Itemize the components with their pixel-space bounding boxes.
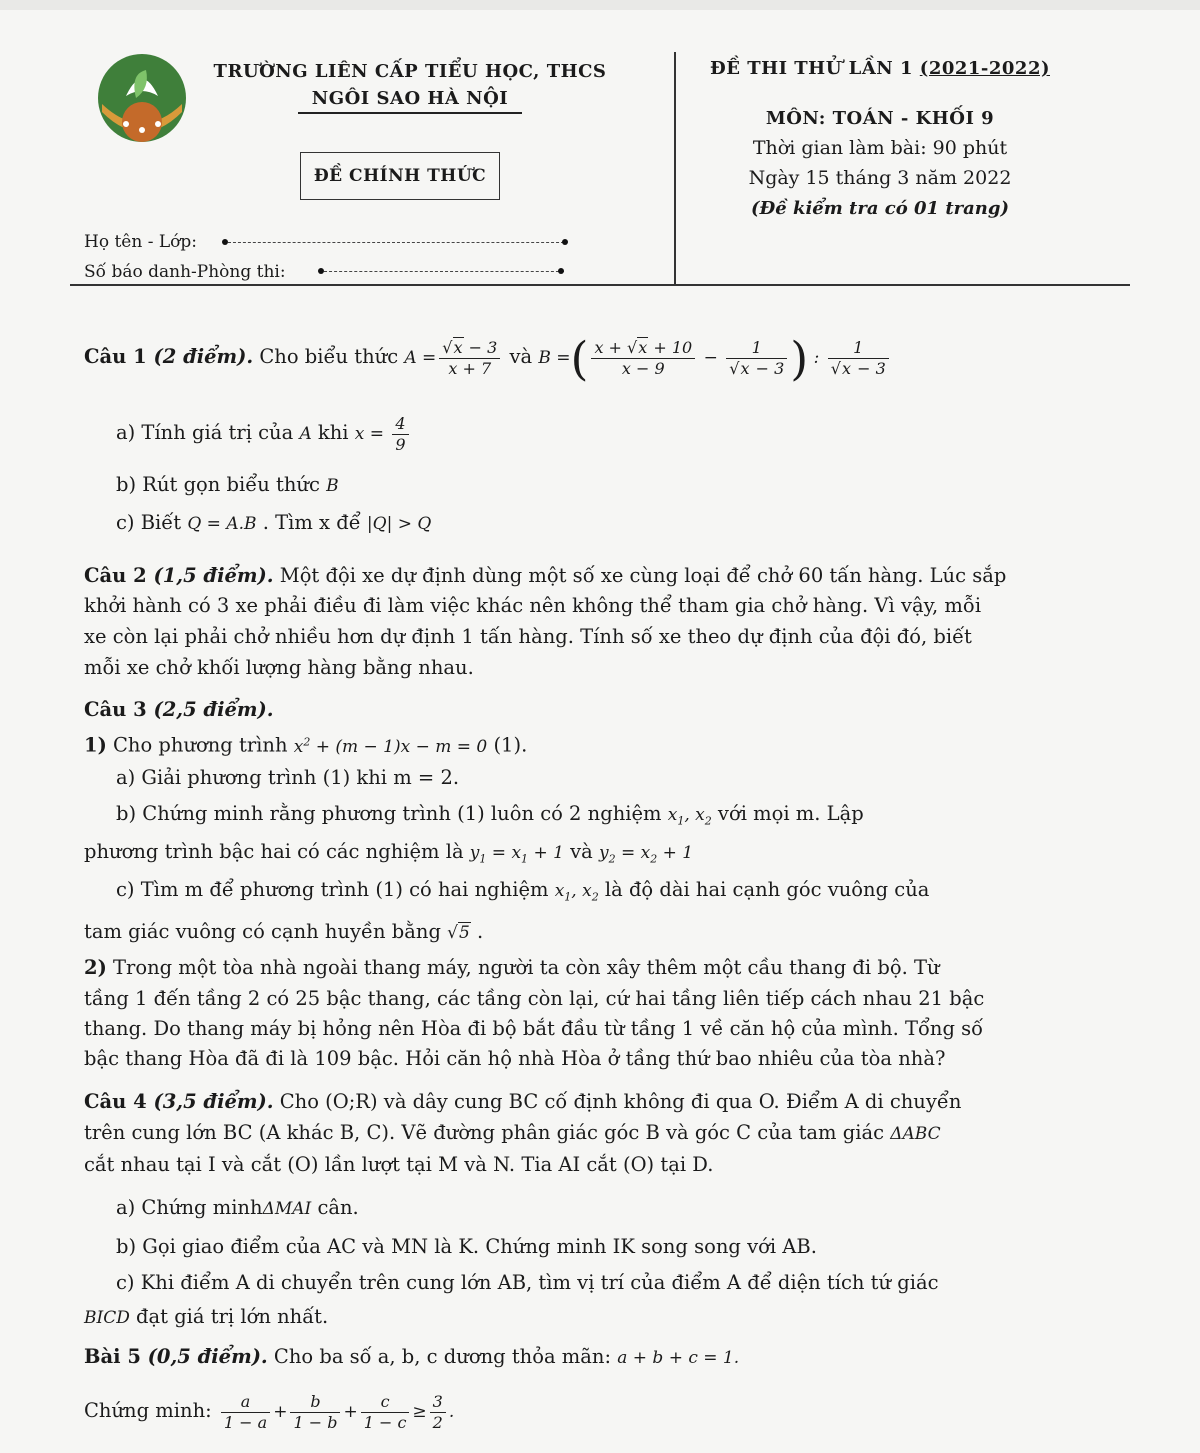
q1-intro: Cho biểu thức <box>253 345 405 368</box>
q5-line2 <box>84 1392 454 1433</box>
header-divider-horizontal <box>70 284 1130 286</box>
q3-c1-roots: $x_1$, $x_2$ <box>554 881 599 904</box>
q4-line2 <box>84 1118 941 1149</box>
q5-points: (0,5 điểm). <box>140 1345 268 1368</box>
q4-a-end: cân. <box>311 1196 359 1219</box>
school-logo-icon <box>96 52 188 144</box>
q4-part-b: b) Gọi giao điểm của AC và MN là K. Chứng minh IK song song với AB. <box>116 1235 817 1258</box>
q2-line1 <box>84 561 1006 591</box>
q4-part-c1: c) Khi điểm A di chuyển trên cung lớn AB, tìm vị trí của điểm A để diện tích tứ giác <box>116 1271 939 1294</box>
official-label-box <box>300 152 500 200</box>
q3-p2-line3: thang. Do thang máy bị hỏng nên Hòa đi bộ bắt đầu từ tầng 1 về căn hộ của mình. Tổng số <box>84 1017 984 1040</box>
q3-b2-text: phương trình bậc hai có các nghiệm là <box>84 840 470 863</box>
name-class-field[interactable] <box>228 232 564 243</box>
exam-note: (Đề kiểm tra có 01 trang) <box>751 198 1009 219</box>
q1-a-when: khi <box>311 421 355 444</box>
q3-part-b2 <box>84 837 693 874</box>
q3-b1-roots: $x_1$, $x_2$ <box>667 805 712 828</box>
q3-p1-eq-end: (1). <box>487 733 528 757</box>
q3-p2-text1: Trong một tòa nhà ngoài thang máy, người ta còn xây thêm một cầu thang đi bộ. Từ <box>106 956 940 979</box>
q1-c-eq: Q = A.B <box>187 514 257 534</box>
q1-points: (2 điểm). <box>146 345 254 368</box>
q4-line1 <box>84 1087 961 1117</box>
q1-a-var: A <box>299 424 312 444</box>
q1-part-a <box>116 414 412 455</box>
q1-expr-a: A = $\frac{√x - 3}{x + 7}$ <box>404 348 503 368</box>
q2-text1: Một đội xe dự định dùng một số xe cùng loại để chở 60 tấn hàng. Lúc sắp <box>273 564 1007 587</box>
q3-b2-y2: $y_2 = x_2 + 1$ <box>598 843 694 866</box>
q3-p1-line <box>84 727 527 762</box>
q3-c2-sqrt5: √5 <box>447 923 470 943</box>
q3-b1-end: với mọi m. Lập <box>711 802 864 825</box>
q4-line3: cắt nhau tại I và cắt (O) lần lượt tại M và N. Tia AI cắt (O) tại D. <box>84 1153 714 1176</box>
q3-c1-end: là độ dài hai cạnh góc vuông của <box>598 878 930 901</box>
q3-part-a: a) Giải phương trình (1) khi m = 2. <box>116 766 460 789</box>
q1-c-mid: . Tìm x để <box>256 511 367 534</box>
fill-dot <box>562 239 568 245</box>
q4-triangle-mai: ΔMAI <box>262 1199 312 1219</box>
q1-b-text: b) Rút gọn biểu thức <box>116 473 327 496</box>
fill-dot <box>558 268 564 274</box>
candidate-row <box>84 262 286 282</box>
candidate-label: Số báo danh-Phòng thi: <box>84 262 286 282</box>
q4-part-c2 <box>84 1302 328 1333</box>
q1-a-text: a) Tính giá trị của <box>116 421 300 444</box>
q3-p1-text: Cho phương trình <box>106 733 294 757</box>
name-class-row <box>84 232 197 252</box>
header-divider-vertical <box>674 52 676 284</box>
q3-part-b1 <box>116 799 864 836</box>
candidate-field[interactable] <box>324 261 564 272</box>
q4-text2: trên cung lớn BC (A khác B, C). Vẽ đường phân giác góc B và góc C của tam giác <box>84 1121 891 1144</box>
q2-line2: khởi hành có 3 xe phải điều đi làm việc khác nên không thể tham gia chở hàng. Vì vậy, mỗi <box>84 594 982 617</box>
q1-b-var: B <box>326 476 339 496</box>
exam-date: Ngày 15 tháng 3 năm 2022 <box>748 167 1012 189</box>
q3-b2-y1: $y_1 = x_1 + 1$ <box>469 843 564 866</box>
q5-line1 <box>84 1342 739 1373</box>
q2-points: (1,5 điểm). <box>146 564 274 587</box>
q4-text1: Cho (O;R) và dây cung BC cố định không đi qua O. Điểm A di chuyển <box>273 1090 962 1113</box>
q2-head: Câu 2 <box>84 564 147 587</box>
q5-condition: a + b + c = 1. <box>617 1348 740 1368</box>
q1-part-c <box>116 508 431 539</box>
official-label: ĐỀ CHÍNH THỨC <box>313 166 487 186</box>
q1-a-value: x = $\frac{4}{9}$ <box>355 424 412 444</box>
exam-subject: MÔN: TOÁN - KHỐI 9 <box>765 108 995 129</box>
q3-head-line <box>84 695 274 725</box>
q3-part-c1 <box>116 875 929 912</box>
q4-quad-bicd: BICD <box>84 1308 130 1328</box>
q3-p1-num: 1) <box>84 733 107 757</box>
q4-part-a <box>116 1193 359 1224</box>
exam-title <box>680 58 1080 79</box>
q3-p2-num: 2) <box>84 956 107 979</box>
q1-c-pre: c) Biết <box>116 511 188 534</box>
q4-a-pre: a) Chứng minh <box>116 1196 263 1219</box>
q3-head: Câu 3 <box>84 698 147 721</box>
q3-b1-text: b) Chứng minh rằng phương trình (1) luôn có 2 nghiệm <box>116 802 668 825</box>
exam-year: (2021-2022) <box>919 58 1050 79</box>
top-strip <box>0 0 1200 10</box>
q4-triangle-abc: ΔABC <box>890 1124 941 1144</box>
q1-c-ineq: |Q| > Q <box>366 514 432 534</box>
q4-points: (3,5 điểm). <box>146 1090 274 1113</box>
q1-expr-b: B =( $\frac{x + √x + 10}{x - 9}$ − $\frac{1}{√x - 3}$ ) : $\frac{1}{√x - 3}$ <box>538 348 891 368</box>
q3-points: (2,5 điểm). <box>146 698 274 721</box>
q4-head: Câu 4 <box>84 1090 147 1113</box>
q3-p2-line2: tầng 1 đến tầng 2 có 25 bậc thang, các tầng còn lại, cứ hai tầng liên tiếp cách nhau 21 bậc <box>84 987 985 1010</box>
name-class-label: Họ tên - Lớp: <box>84 232 197 252</box>
exam-duration: Thời gian làm bài: 90 phút <box>752 137 1008 159</box>
q3-p1-eq: $x^2 + (m - 1)x - m = 0$ <box>293 735 488 757</box>
q3-p2-line4: bậc thang Hòa đã đi là 109 bậc. Hỏi căn hộ nhà Hòa ở tầng thứ bao nhiêu của tòa nhà? <box>84 1047 946 1070</box>
q5-inequality: $\frac{a}{1 - a}$ + $\frac{b}{1 - b}$ + $\frac{c}{1 - c}$ ≥ $\frac{3}{2}$ . <box>218 1402 454 1422</box>
q4-c2-end: đạt giá trị lớn nhất. <box>129 1305 329 1328</box>
q3-b2-and: và <box>563 840 599 863</box>
q1-head: Câu 1 <box>84 345 147 368</box>
q3-p2-line1 <box>84 953 940 983</box>
q2-line4: mỗi xe chở khối lượng hàng bằng nhau. <box>84 656 474 679</box>
school-line1: TRƯỜNG LIÊN CẤP TIỂU HỌC, THCS <box>213 61 607 82</box>
q1-line <box>84 331 892 386</box>
q3-c2-text: tam giác vuông có cạnh huyền bằng <box>84 920 448 943</box>
q3-c1-text: c) Tìm m để phương trình (1) có hai nghiệm <box>116 878 555 901</box>
school-line2: NGÔI SAO HÀ NỘI <box>298 85 522 114</box>
exam-title-prefix: ĐỀ THI THỬ LẦN 1 <box>709 58 920 79</box>
q5-text1: Cho ba số a, b, c dương thỏa mãn: <box>267 1345 618 1368</box>
q5-prove: Chứng minh: <box>84 1399 218 1422</box>
q1-and: và <box>509 345 539 368</box>
q2-line3: xe còn lại phải chở nhiều hơn dự định 1 tấn hàng. Tính số xe theo dự định của đội đó, biết <box>84 625 972 648</box>
school-name <box>190 58 630 114</box>
q5-head: Bài 5 <box>84 1345 141 1368</box>
q1-part-b <box>116 470 339 501</box>
q3-part-c2: tam giác vuông có cạnh huyền bằng √5 . <box>84 920 484 943</box>
